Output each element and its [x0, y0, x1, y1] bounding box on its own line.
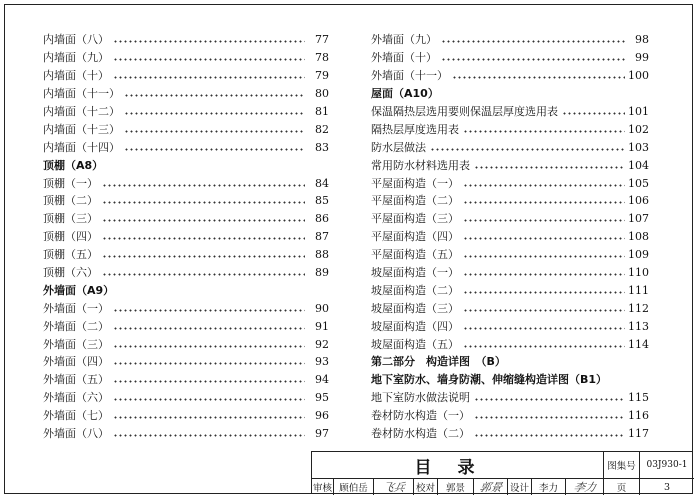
toc-entry[interactable] [43, 228, 329, 246]
reviewer-name: 顾伯岳 [334, 479, 374, 495]
toc-entry-label: 屋面（A10） [371, 87, 439, 101]
dot-leader [113, 398, 305, 401]
toc-entry[interactable] [43, 299, 329, 317]
toc-page-number: 112 [628, 301, 649, 315]
toc-entry[interactable] [43, 138, 329, 156]
toc-entry-label: 顶棚（一） [43, 176, 98, 190]
toc-entry-label: 外墙面（三） [43, 337, 109, 351]
toc-page-number: 108 [628, 230, 649, 244]
toc-entry-label: 地下室防水做法说明 [371, 391, 470, 405]
dot-leader [124, 94, 305, 97]
toc-entry[interactable] [371, 425, 649, 443]
dot-leader [474, 434, 625, 437]
toc-page-number: 107 [628, 212, 649, 226]
toc-page-number: 100 [628, 69, 649, 83]
dot-leader [441, 40, 625, 43]
toc-entry-label: 外墙面（十一） [371, 69, 448, 83]
toc-entry-label: 内墙面（十四） [43, 140, 120, 154]
dot-leader [102, 237, 305, 240]
toc-entry-label: 外墙面（八） [43, 427, 109, 441]
toc-left-column [43, 31, 329, 442]
toc-entry-label: 平屋面构造（一） [371, 176, 459, 190]
dot-leader [562, 112, 625, 115]
toc-page-number: 80 [315, 87, 329, 101]
dot-leader [463, 219, 625, 222]
review-label: 审核 [312, 479, 334, 495]
toc-entry[interactable] [371, 138, 649, 156]
dot-leader [452, 76, 625, 79]
toc-entry[interactable] [371, 103, 649, 121]
dot-leader [474, 398, 625, 401]
reviewer-signature-text: 飞兵 [381, 481, 406, 494]
checker-signature-text: 郭景 [478, 481, 503, 494]
toc-entry[interactable] [371, 156, 649, 174]
dot-leader [113, 327, 305, 330]
toc-entry-label: 外墙面（九） [371, 33, 437, 47]
toc-entry-label: 坡屋面构造（四） [371, 319, 459, 333]
toc-entry[interactable] [43, 67, 329, 85]
toc-entry[interactable] [43, 389, 329, 407]
dot-leader [113, 76, 305, 79]
toc-section-heading [43, 156, 329, 174]
toc-entry-label: 顶棚（四） [43, 230, 98, 244]
toc-entry[interactable] [43, 31, 329, 49]
toc-entry-label: 保温隔热层选用要则保温层厚度选用表 [371, 105, 558, 118]
toc-entry-label: 内墙面（十二） [43, 105, 120, 118]
dot-leader [463, 237, 625, 240]
toc-entry[interactable] [43, 371, 329, 389]
dot-leader [124, 130, 305, 133]
toc-page-number: 95 [315, 391, 329, 405]
dot-leader [113, 345, 305, 348]
toc-entry[interactable] [43, 85, 329, 103]
toc-page-number: 90 [315, 301, 329, 315]
toc-page-number: 111 [628, 283, 649, 297]
toc-page-number: 102 [628, 122, 649, 136]
dot-leader [463, 273, 625, 276]
toc-entry-label: 顶棚（A8） [43, 158, 104, 172]
toc-entry[interactable] [371, 299, 649, 317]
toc-page-number: 88 [315, 248, 329, 262]
reviewer-signature [374, 479, 414, 495]
toc-entry-label: 平屋面构造（三） [371, 212, 459, 226]
toc-entry-label: 内墙面（十一） [43, 87, 120, 101]
toc-page-number: 93 [315, 355, 329, 369]
toc-entry[interactable] [43, 210, 329, 228]
set-number: 03J930-1 [640, 452, 694, 479]
toc-entry[interactable] [371, 67, 649, 85]
dot-leader [113, 362, 305, 365]
toc-entry[interactable] [371, 228, 649, 246]
toc-entry[interactable] [371, 264, 649, 282]
dot-leader [113, 434, 305, 437]
toc-entry-label: 第二部分 构造详图 （B） [371, 355, 506, 369]
dot-leader [113, 40, 305, 43]
toc-entry[interactable] [371, 246, 649, 264]
dot-leader [474, 416, 625, 419]
toc-entry[interactable] [371, 120, 649, 138]
toc-section-heading [371, 353, 649, 371]
dot-leader [430, 148, 625, 151]
page-label: 页 [604, 479, 640, 495]
toc-entry[interactable] [43, 317, 329, 335]
dot-leader [113, 58, 305, 61]
toc-entry[interactable] [43, 407, 329, 425]
dot-leader [102, 219, 305, 222]
checker-signature [474, 479, 508, 495]
toc-page-number: 81 [315, 105, 329, 118]
toc-entry[interactable] [371, 174, 649, 192]
dot-leader [463, 327, 625, 330]
toc-entry-label: 外墙面（六） [43, 391, 109, 405]
dot-leader [463, 345, 625, 348]
toc-entry[interactable] [371, 31, 649, 49]
toc-entry[interactable] [43, 174, 329, 192]
toc-page-number: 114 [628, 337, 649, 351]
toc-entry-label: 内墙面（九） [43, 51, 109, 65]
toc-entry-label: 坡屋面构造（二） [371, 283, 459, 297]
toc-entry-label: 平屋面构造（四） [371, 230, 459, 244]
toc-page-number: 89 [315, 266, 329, 280]
toc-entry-label: 卷材防水构造（二） [371, 427, 470, 441]
toc-page-number: 96 [315, 409, 329, 423]
toc-right-column [371, 31, 649, 442]
title-block [311, 451, 693, 494]
toc-entry[interactable] [371, 192, 649, 210]
toc-entry-label: 外墙面（二） [43, 319, 109, 333]
toc-page-number: 110 [628, 266, 649, 280]
toc-entry-label: 外墙面（十） [371, 51, 437, 65]
dot-leader [102, 184, 305, 187]
toc-page-number: 103 [628, 140, 649, 154]
toc-section-heading [371, 371, 649, 389]
toc-page-number: 98 [635, 33, 649, 47]
toc-page-number: 83 [315, 140, 329, 154]
dot-leader [463, 291, 625, 294]
dot-leader [463, 184, 625, 187]
design-label: 设计 [508, 479, 532, 495]
toc-page-number: 79 [315, 69, 329, 83]
dot-leader [124, 112, 305, 115]
designer-signature [566, 479, 604, 495]
dot-leader [463, 309, 625, 312]
dot-leader [463, 255, 625, 258]
toc-page-number: 91 [315, 319, 329, 333]
toc-entry[interactable] [43, 246, 329, 264]
toc-page-number: 104 [628, 158, 649, 172]
toc-entry-label: 顶棚（二） [43, 194, 98, 208]
toc-page-number: 92 [315, 337, 329, 351]
dot-leader [474, 166, 625, 169]
toc-page-number: 109 [628, 248, 649, 262]
toc-page-number: 77 [315, 33, 329, 47]
toc-entry-label: 顶棚（六） [43, 266, 98, 280]
toc-section-heading [371, 85, 649, 103]
toc-entry-label: 常用防水材料选用表 [371, 158, 470, 172]
toc-entry[interactable] [43, 335, 329, 353]
toc-entry-label: 平屋面构造（二） [371, 194, 459, 208]
toc-page-number: 97 [315, 427, 329, 441]
toc-entry-label: 内墙面（八） [43, 33, 109, 47]
dot-leader [463, 130, 625, 133]
toc-entry-label: 内墙面（十三） [43, 122, 120, 136]
toc-page-number: 99 [635, 51, 649, 65]
set-number-label: 图集号 [604, 452, 640, 479]
toc-page-number: 101 [628, 105, 649, 118]
toc-entry-label: 坡屋面构造（一） [371, 266, 459, 280]
toc-entry-label: 防水层做法 [371, 140, 426, 154]
dot-leader [102, 255, 305, 258]
toc-entry-label: 内墙面（十） [43, 69, 109, 83]
toc-page-number: 113 [628, 319, 649, 333]
toc-page-number: 85 [315, 194, 329, 208]
toc-entry-label: 外墙面（七） [43, 409, 109, 423]
toc-page-number: 82 [315, 122, 329, 136]
dot-leader [102, 201, 305, 204]
checker-name: 郭景 [438, 479, 474, 495]
toc-entry-label: 顶棚（五） [43, 248, 98, 262]
toc-page-number: 115 [628, 391, 649, 405]
designer-name: 李力 [532, 479, 566, 495]
toc-entry[interactable] [371, 281, 649, 299]
toc-entry-label: 隔热层厚度选用表 [371, 122, 459, 136]
toc-page-number: 87 [315, 230, 329, 244]
toc-entry[interactable] [371, 210, 649, 228]
check-label: 校对 [414, 479, 438, 495]
designer-signature-text: 李力 [572, 481, 597, 494]
dot-leader [124, 148, 305, 151]
toc-section-heading [43, 281, 329, 299]
toc-entry[interactable] [371, 335, 649, 353]
toc-entry-label: 平屋面构造（五） [371, 248, 459, 262]
toc-entry[interactable] [371, 407, 649, 425]
toc-entry-label: 外墙面（四） [43, 355, 109, 369]
toc-page-number: 106 [628, 194, 649, 208]
toc-entry[interactable] [43, 425, 329, 443]
toc-page-number: 117 [628, 427, 649, 441]
toc-page-number: 105 [628, 176, 649, 190]
dot-leader [102, 273, 305, 276]
toc-page-number: 116 [628, 409, 649, 423]
toc-entry-label: 卷材防水构造（一） [371, 409, 470, 423]
toc-entry-label: 外墙面（一） [43, 301, 109, 315]
page-title: 目录 [312, 452, 604, 479]
toc-page-number: 86 [315, 212, 329, 226]
toc-entry-label: 外墙面（A9） [43, 283, 115, 297]
toc-entry-label: 顶棚（三） [43, 212, 98, 226]
toc-entry[interactable] [43, 192, 329, 210]
dot-leader [113, 309, 305, 312]
toc-page-number: 84 [315, 176, 329, 190]
toc-entry-label: 外墙面（五） [43, 373, 109, 387]
toc-page-number: 78 [315, 51, 329, 65]
dot-leader [441, 58, 625, 61]
toc-entry-label: 坡屋面构造（五） [371, 337, 459, 351]
dot-leader [113, 416, 305, 419]
toc-entry[interactable] [371, 49, 649, 67]
toc-entry[interactable] [43, 103, 329, 121]
dot-leader [463, 201, 625, 204]
toc-entry[interactable] [371, 389, 649, 407]
toc-entry[interactable] [43, 264, 329, 282]
dot-leader [113, 380, 305, 383]
toc-entry[interactable] [43, 120, 329, 138]
toc-entry[interactable] [43, 49, 329, 67]
page-number: 3 [663, 481, 671, 493]
toc-entry-label: 坡屋面构造（三） [371, 301, 459, 315]
toc-entry[interactable] [371, 317, 649, 335]
toc-page-number: 94 [315, 373, 329, 387]
toc-entry[interactable] [43, 353, 329, 371]
toc-entry-label: 地下室防水、墙身防潮、伸缩缝构造详图（B1） [371, 373, 608, 387]
